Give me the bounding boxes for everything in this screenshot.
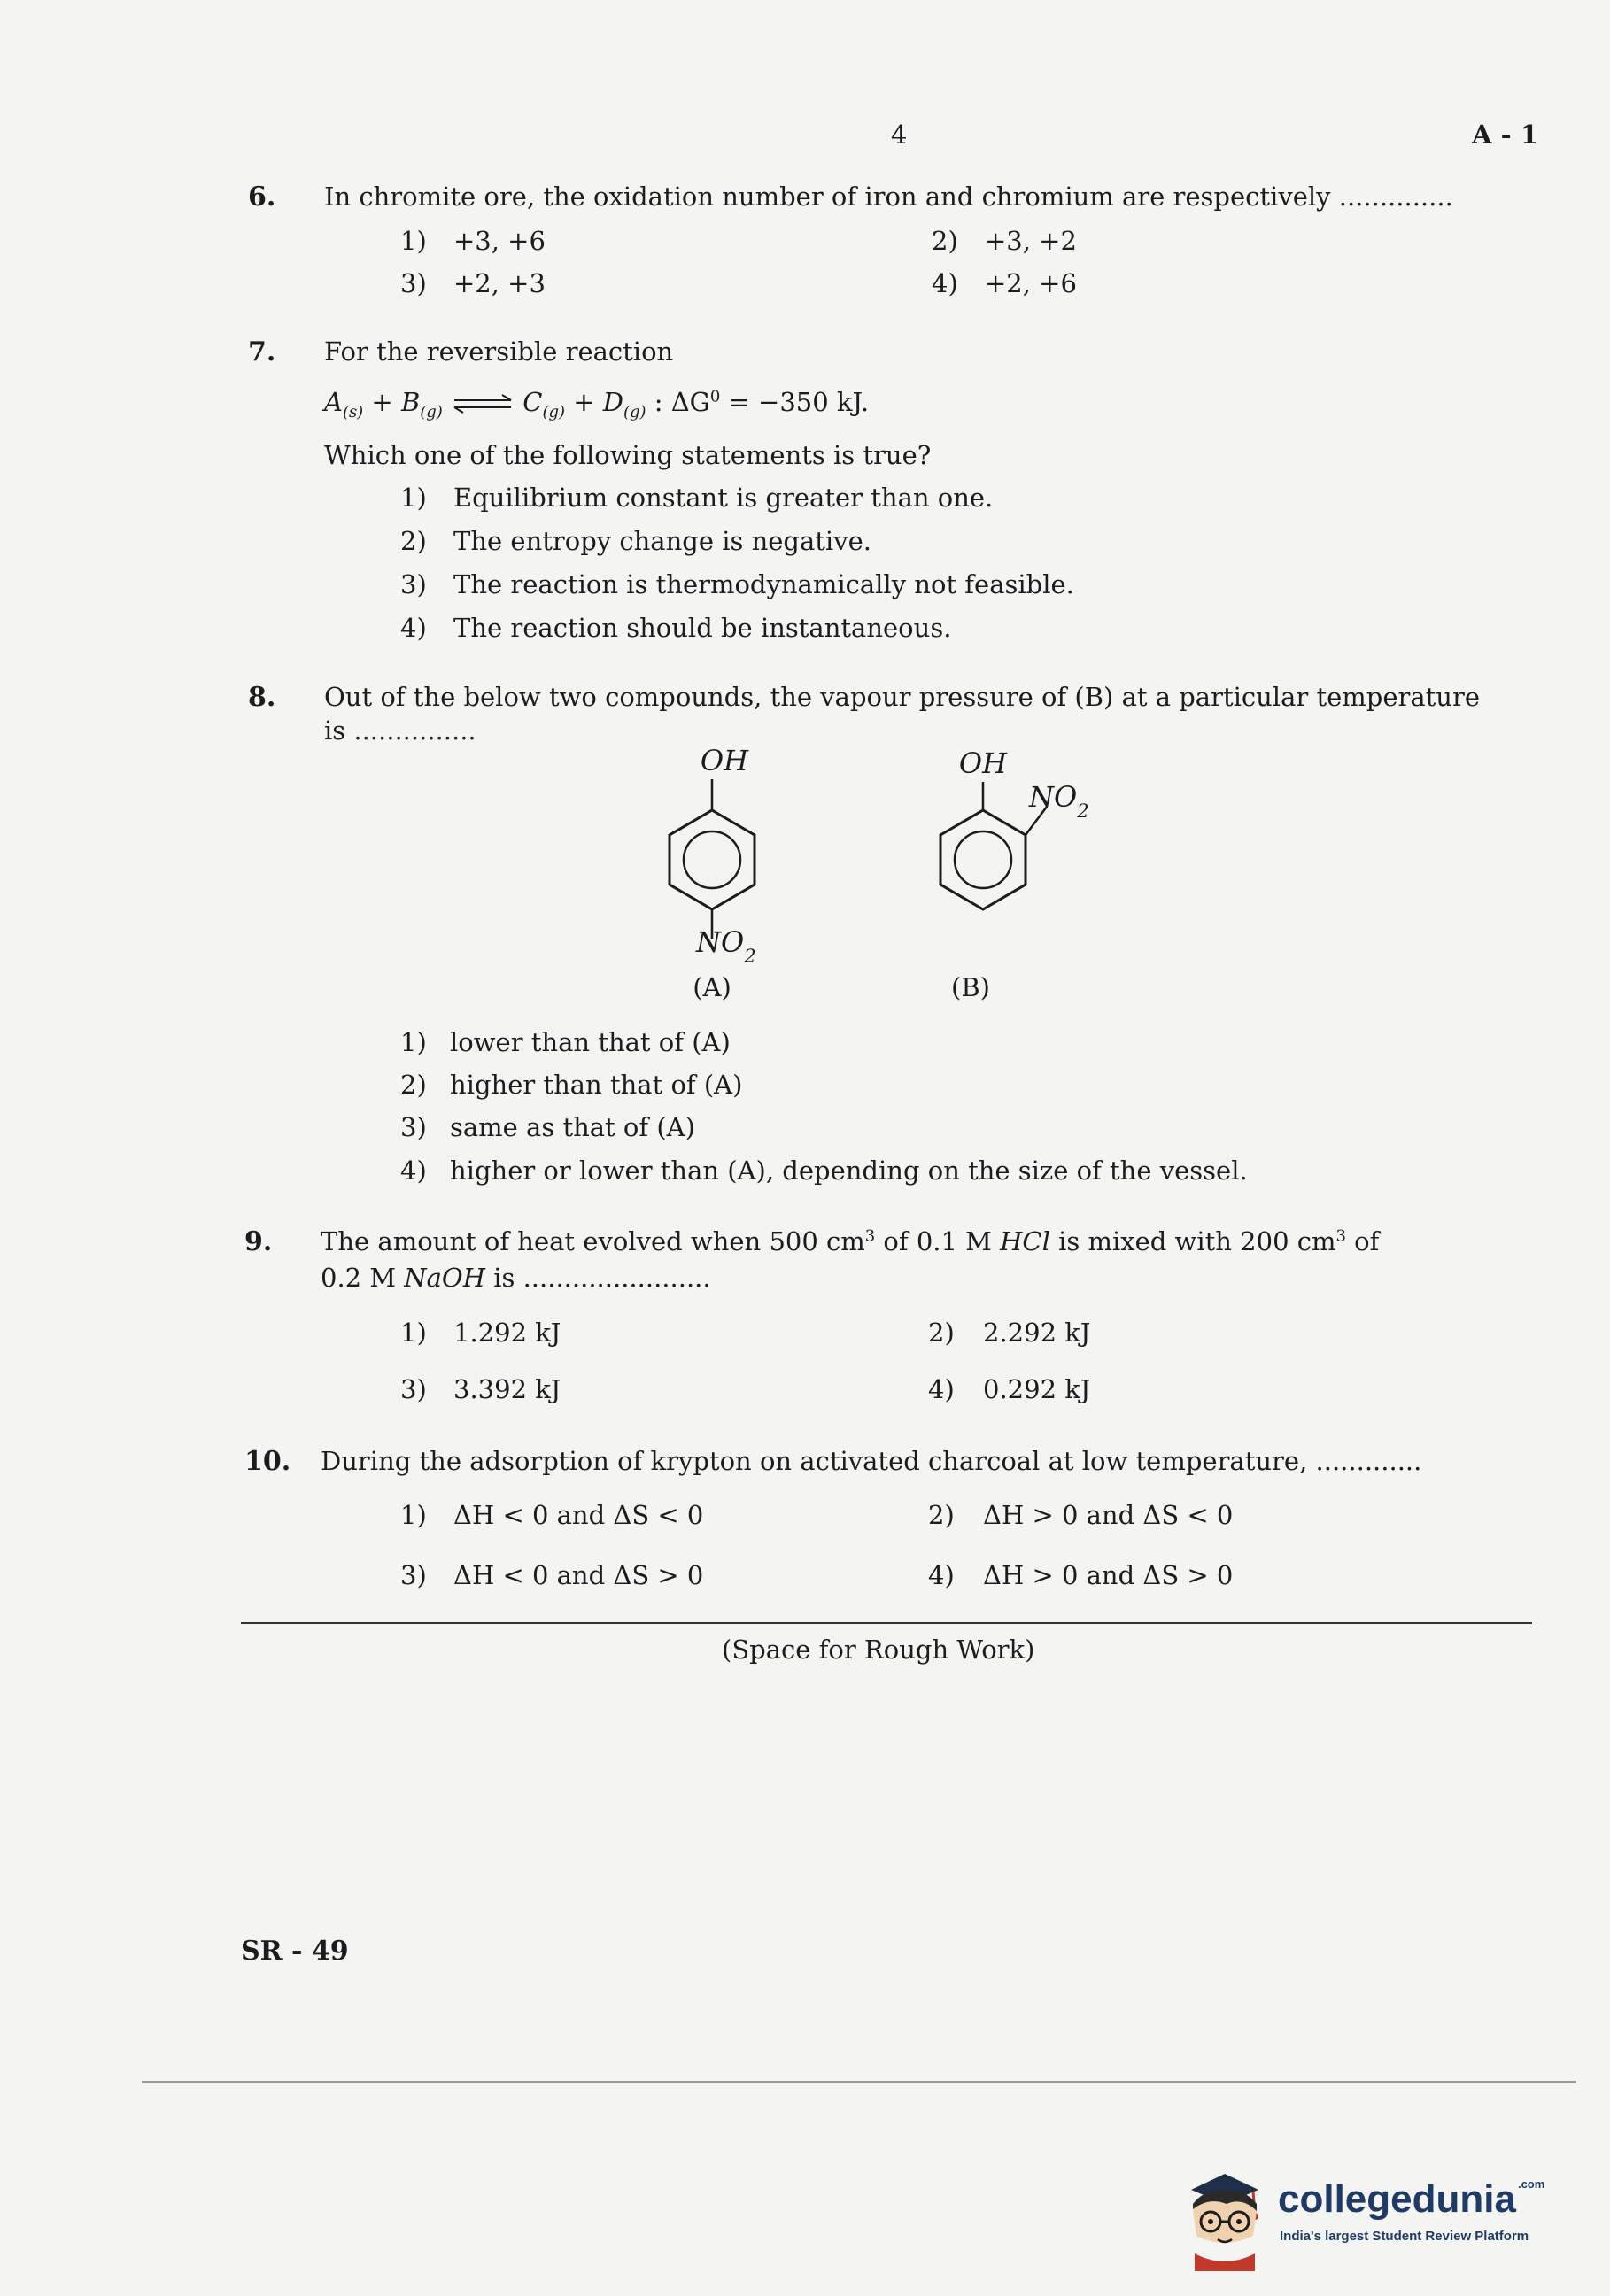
option-number: 4)	[400, 1156, 427, 1186]
option-text: ΔH > 0 and ΔS > 0	[983, 1560, 1234, 1590]
svg-text:NO2	[1028, 780, 1089, 822]
brand-suffix: .com	[1517, 2177, 1545, 2191]
option-number: 3)	[400, 1560, 427, 1590]
option-number: 4)	[932, 268, 958, 298]
option-text: The reaction should be instantaneous.	[453, 613, 952, 643]
page-number: 4	[891, 120, 908, 150]
structure-label: (B)	[951, 972, 990, 1002]
option-text: +3, +6	[453, 226, 546, 256]
option-text: ΔH < 0 and ΔS < 0	[453, 1500, 704, 1530]
no2-label: NO	[1029, 780, 1078, 814]
brand-tagline: India's largest Student Review Platform	[1280, 2229, 1529, 2244]
option-text: higher than that of (A)	[450, 1070, 743, 1100]
mascot-logo-icon	[1173, 2165, 1280, 2271]
divider	[241, 1622, 1532, 1624]
option-number: 4)	[928, 1560, 955, 1590]
question-number: 6.	[248, 182, 276, 213]
option-number: 2)	[932, 226, 958, 256]
question-number: 8.	[248, 682, 276, 713]
option-text: +2, +6	[985, 268, 1077, 298]
option-number: 2)	[400, 1070, 427, 1100]
collegedunia-watermark	[1173, 2165, 1581, 2271]
option-number: 3)	[400, 1374, 427, 1404]
option-text: higher or lower than (A), depending on the size of the vessel.	[450, 1156, 1248, 1186]
option-number: 4)	[400, 613, 427, 643]
option-number: 4)	[928, 1374, 955, 1404]
option-number: 2)	[400, 526, 427, 556]
option-text: 1.292 kJ	[453, 1318, 561, 1348]
scan-edge-line	[142, 2081, 1576, 2083]
question-stem-line2: is ...............	[324, 715, 476, 746]
option-text: 2.292 kJ	[983, 1318, 1091, 1348]
structure-label: (A)	[693, 972, 731, 1002]
question-stem-line1: Out of the below two compounds, the vapour pressure of (B) at a particular temperature	[324, 682, 1480, 712]
oh-label: OH	[700, 744, 749, 777]
option-number: 1)	[400, 226, 427, 256]
option-text: +3, +2	[985, 226, 1077, 256]
option-text: +2, +3	[453, 268, 546, 298]
option-text: ΔH < 0 and ΔS > 0	[453, 1560, 704, 1590]
option-text: The reaction is thermodynamically not feasible.	[453, 569, 1074, 599]
question-prompt: Which one of the following statements is true?	[324, 440, 932, 470]
question-stem: In chromite ore, the oxidation number of iron and chromium are respectively ..............	[324, 182, 1453, 212]
no2-subscript: 2	[744, 946, 756, 967]
question-number: 10.	[244, 1446, 291, 1477]
reaction-equation: $A_{(s)} + B_{(g)}$ $C_{(g)} + D_{(g)}$ : $\Delta G^0 = -350$ kJ.	[324, 387, 870, 421]
option-text: same as that of (A)	[450, 1112, 695, 1142]
option-text: ΔH > 0 and ΔS < 0	[983, 1500, 1234, 1530]
option-number: 3)	[400, 268, 427, 298]
option-number: 1)	[400, 1027, 427, 1057]
oh-label: OH	[958, 746, 1008, 780]
option-number: 2)	[928, 1500, 955, 1530]
brand-name: collegedunia	[1278, 2177, 1516, 2221]
question-stem-line2: 0.2 M NaOH is .......................	[321, 1263, 711, 1293]
option-text: 0.292 kJ	[983, 1374, 1091, 1404]
option-text: lower than that of (A)	[450, 1027, 731, 1057]
question-number: 9.	[244, 1226, 273, 1257]
footer-code: SR - 49	[241, 1936, 349, 1967]
option-number: 3)	[400, 1112, 427, 1142]
structure-a-diagram	[620, 739, 815, 1014]
paper-code: A - 1	[1472, 120, 1538, 150]
question-number: 7.	[248, 336, 276, 367]
option-number: 1)	[400, 1500, 427, 1530]
question-stem: During the adsorption of krypton on activated charcoal at low temperature, .............	[321, 1446, 1422, 1476]
option-text: Equilibrium constant is greater than one.	[453, 483, 994, 513]
option-text: The entropy change is negative.	[453, 526, 871, 556]
no2-label: NO	[696, 925, 745, 959]
option-number: 2)	[928, 1318, 955, 1348]
question-stem-line1: The amount of heat evolved when 500 $cm^3$ of 0.1 M HCl is mixed with 200 $cm^3$ of	[321, 1226, 1380, 1256]
option-number: 3)	[400, 569, 427, 599]
option-number: 1)	[400, 483, 427, 513]
option-text: 3.392 kJ	[453, 1374, 561, 1404]
option-number: 1)	[400, 1318, 427, 1348]
question-stem: For the reversible reaction	[324, 336, 674, 367]
svg-text:NO2	[695, 925, 756, 967]
equilibrium-arrows-icon	[451, 394, 515, 414]
no2-subscript: 2	[1077, 800, 1089, 822]
structure-b-diagram	[894, 739, 1125, 1014]
rough-work-label: (Space for Rough Work)	[722, 1635, 1035, 1665]
